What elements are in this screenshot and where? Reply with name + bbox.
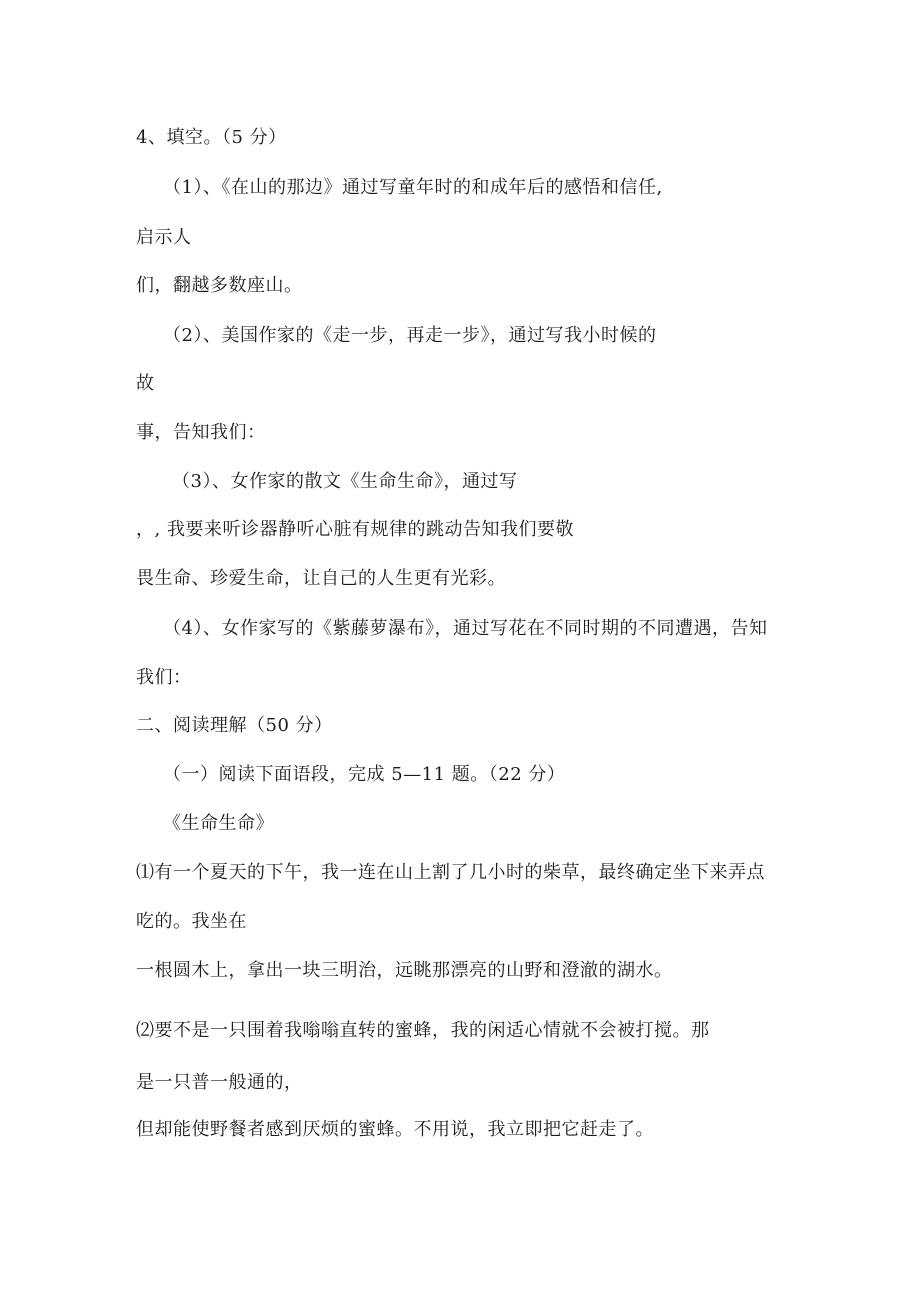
question-4-heading: 4、填空。（5 分）	[136, 127, 287, 148]
blank-2-text: （2）、美国作家的《走一步，再走一步》，通过写我小时候的	[163, 325, 657, 346]
paragraph-1-line-1: ⑴有一个夏天的下午，我一连在山上割了几小时的柴草，最终确定坐下来弄点	[136, 862, 765, 883]
blank-3-text: （3）、女作家的散文《生命生命》，通过写	[172, 471, 518, 492]
blank-3-continuation: ，, 我要来听诊器静听心脏有规律的跳动告知我们要敬	[136, 519, 574, 540]
paragraph-2-line-2: 是一只普一般通的，	[136, 1072, 303, 1093]
blank-2-continuation-2: 事，告知我们：	[136, 422, 266, 443]
subsection-1-heading: （一）阅读下面语段，完成 5—11 题。（22 分）	[163, 764, 566, 785]
blank-2-continuation: 故	[136, 373, 155, 394]
blank-4-continuation: 我们：	[136, 667, 192, 688]
blank-1-text: （1）、《在山的那边》通过写童年时的和成年后的感悟和信任,	[163, 177, 663, 198]
blank-4-text: （4）、女作家写的《紫藤萝瀑布》，通过写花在不同时期的不同遭遇，告知	[163, 618, 768, 639]
paragraph-1-line-2: 吃的。我坐在	[136, 911, 247, 932]
blank-3-continuation-2: 畏生命、珍爱生命，让自己的人生更有光彩。	[136, 568, 506, 589]
paragraph-1-line-3: 一根圆木上，拿出一块三明治，远眺那漂亮的山野和澄澈的湖水。	[136, 960, 673, 981]
section-2-heading: 二、阅读理解（50 分）	[136, 715, 333, 736]
paragraph-2-line-3: 但却能使野餐者感到厌烦的蜜蜂。不用说，我立即把它赶走了。	[136, 1119, 654, 1140]
paragraph-2-line-1: ⑵要不是一只围着我嗡嗡直转的蜜蜂，我的闲适心情就不会被打搅。那	[136, 1020, 710, 1041]
blank-1-continuation-2: 们，翻越多数座山。	[136, 275, 303, 296]
passage-title: 《生命生命》	[163, 813, 274, 834]
blank-1-continuation: 启示人	[136, 227, 192, 248]
